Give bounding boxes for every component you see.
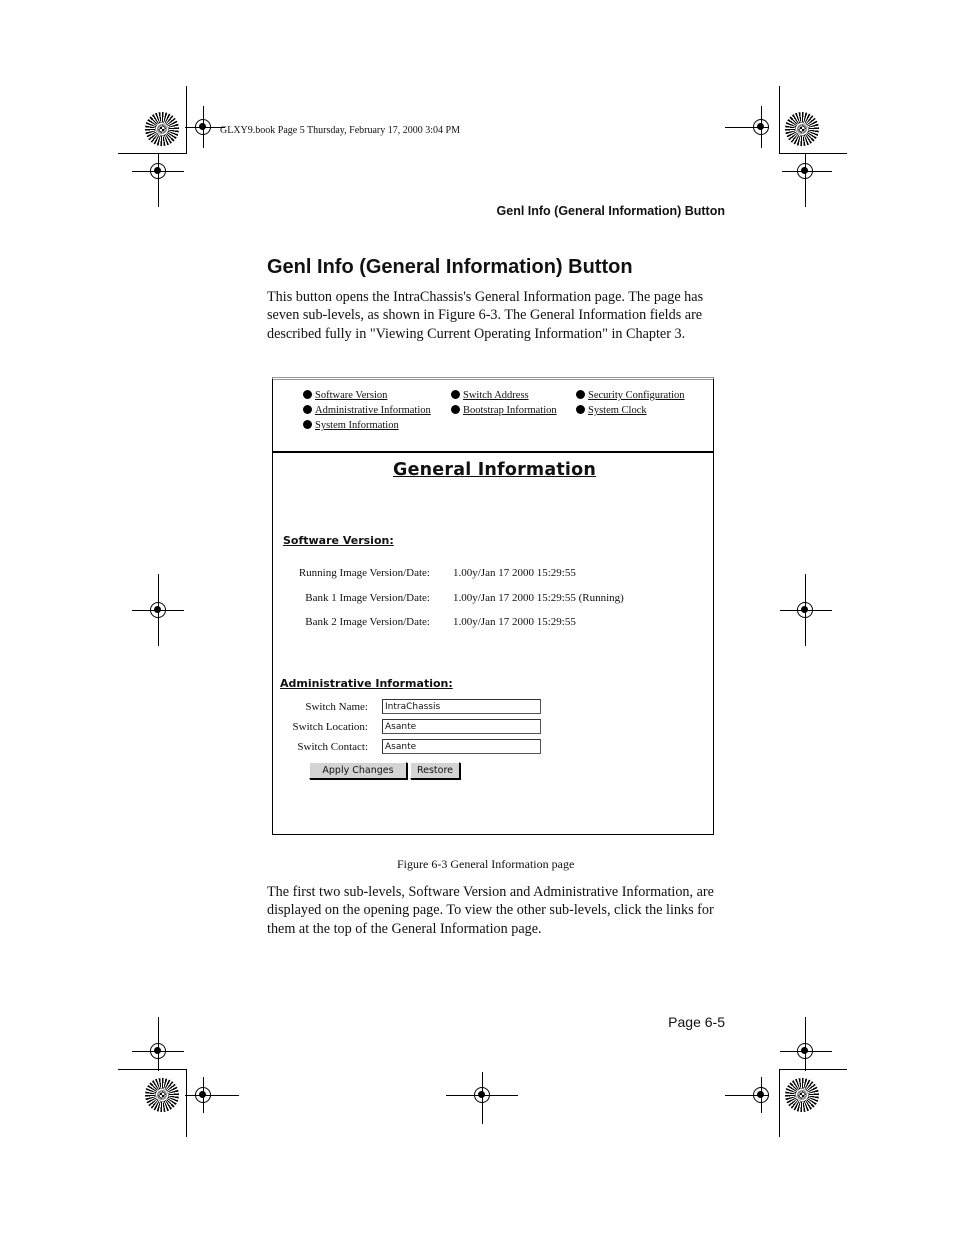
- running-image-label: Running Image Version/Date:: [298, 567, 430, 579]
- closing-line: them at the top of the General Information page.: [267, 920, 542, 937]
- bullet-icon: [451, 390, 460, 399]
- closing-paragraph: [267, 883, 727, 938]
- crop-mark: [185, 127, 225, 128]
- intro-line: described fully in "Viewing Current Operating Information" in Chapter 3.: [267, 325, 686, 342]
- crop-mark: [158, 574, 159, 646]
- apply-changes-button[interactable]: Apply Changes: [309, 762, 407, 779]
- crop-mark: [118, 1069, 186, 1070]
- crop-mark: [203, 1077, 204, 1113]
- section-title: Genl Info (General Information) Button: [267, 256, 633, 278]
- switch-location-input[interactable]: Asante: [382, 719, 541, 734]
- nav-link-security-configuration[interactable]: Security Configuration: [576, 390, 685, 401]
- switch-contact-label: Switch Contact:: [297, 741, 368, 753]
- nav-link-bootstrap-information[interactable]: Bootstrap Information: [451, 405, 557, 416]
- crop-mark: [118, 153, 186, 154]
- nav-link-system-information[interactable]: System Information: [303, 420, 399, 431]
- nav-link-software-version[interactable]: Software Version: [303, 390, 387, 401]
- crop-mark: [761, 106, 762, 148]
- closing-line: The first two sub-levels, Software Version and Administrative Information, are: [267, 884, 714, 900]
- intro-line: This button opens the IntraChassis's General Information page. The page has: [267, 289, 704, 305]
- software-version-heading: Software Version:: [283, 534, 394, 547]
- general-information-title: General Information: [393, 460, 597, 480]
- intro-line: seven sub-levels, as shown in Figure 6-3. The General Information fields are: [267, 307, 703, 324]
- crop-mark: [779, 153, 847, 154]
- running-head: Genl Info (General Information) Button: [496, 204, 725, 218]
- crop-mark: [805, 574, 806, 646]
- registration-starburst-icon: [145, 112, 179, 146]
- bullet-icon: [576, 405, 585, 414]
- crop-mark: [203, 106, 204, 148]
- print-header-stamp: GLXY9.book Page 5 Thursday, February 17, 2000 3:04 PM: [220, 125, 460, 136]
- crop-mark: [482, 1072, 483, 1124]
- general-information-figure: [272, 377, 714, 835]
- bullet-icon: [303, 405, 312, 414]
- bank1-image-value: 1.00y/Jan 17 2000 15:29:55 (Running): [453, 592, 624, 604]
- registration-starburst-icon: [785, 112, 819, 146]
- registration-starburst-icon: [145, 1078, 179, 1112]
- crop-mark: [761, 1077, 762, 1113]
- crop-mark: [805, 1017, 806, 1071]
- running-image-value: 1.00y/Jan 17 2000 15:29:55: [453, 567, 576, 579]
- nav-link-administrative-information[interactable]: Administrative Information: [303, 405, 431, 416]
- restore-button[interactable]: Restore: [410, 762, 460, 779]
- crop-mark: [186, 1069, 187, 1137]
- sub-level-nav: [273, 380, 713, 453]
- switch-location-label: Switch Location:: [292, 721, 368, 733]
- crop-mark: [779, 1069, 847, 1070]
- closing-line: displayed on the opening page. To view the other sub-levels, click the links for: [267, 902, 714, 919]
- intro-paragraph: [267, 288, 727, 343]
- bank1-image-label: Bank 1 Image Version/Date:: [305, 592, 430, 604]
- nav-link-switch-address[interactable]: Switch Address: [451, 390, 529, 401]
- nav-link-system-clock[interactable]: System Clock: [576, 405, 647, 416]
- bank2-image-label: Bank 2 Image Version/Date:: [305, 616, 430, 628]
- page-number: Page 6-5: [668, 1014, 725, 1030]
- crop-mark: [186, 86, 187, 154]
- crop-mark: [779, 1069, 780, 1137]
- figure-caption: Figure 6-3 General Information page: [397, 857, 575, 871]
- crop-mark: [185, 1095, 239, 1096]
- switch-contact-input[interactable]: Asante: [382, 739, 541, 754]
- crop-mark: [779, 86, 780, 154]
- switch-name-input[interactable]: IntraChassis: [382, 699, 541, 714]
- switch-name-label: Switch Name:: [305, 701, 368, 713]
- administrative-information-heading: Administrative Information:: [280, 677, 453, 690]
- crop-mark: [725, 1095, 769, 1096]
- crop-mark: [780, 1051, 832, 1052]
- bullet-icon: [451, 405, 460, 414]
- crop-mark: [158, 153, 159, 207]
- bullet-icon: [303, 420, 312, 429]
- crop-mark: [780, 610, 832, 611]
- crop-mark: [725, 127, 769, 128]
- bank2-image-value: 1.00y/Jan 17 2000 15:29:55: [453, 616, 576, 628]
- registration-starburst-icon: [785, 1078, 819, 1112]
- crop-mark: [158, 1017, 159, 1071]
- crop-mark: [805, 153, 806, 207]
- crop-mark: [782, 171, 832, 172]
- bullet-icon: [576, 390, 585, 399]
- bullet-icon: [303, 390, 312, 399]
